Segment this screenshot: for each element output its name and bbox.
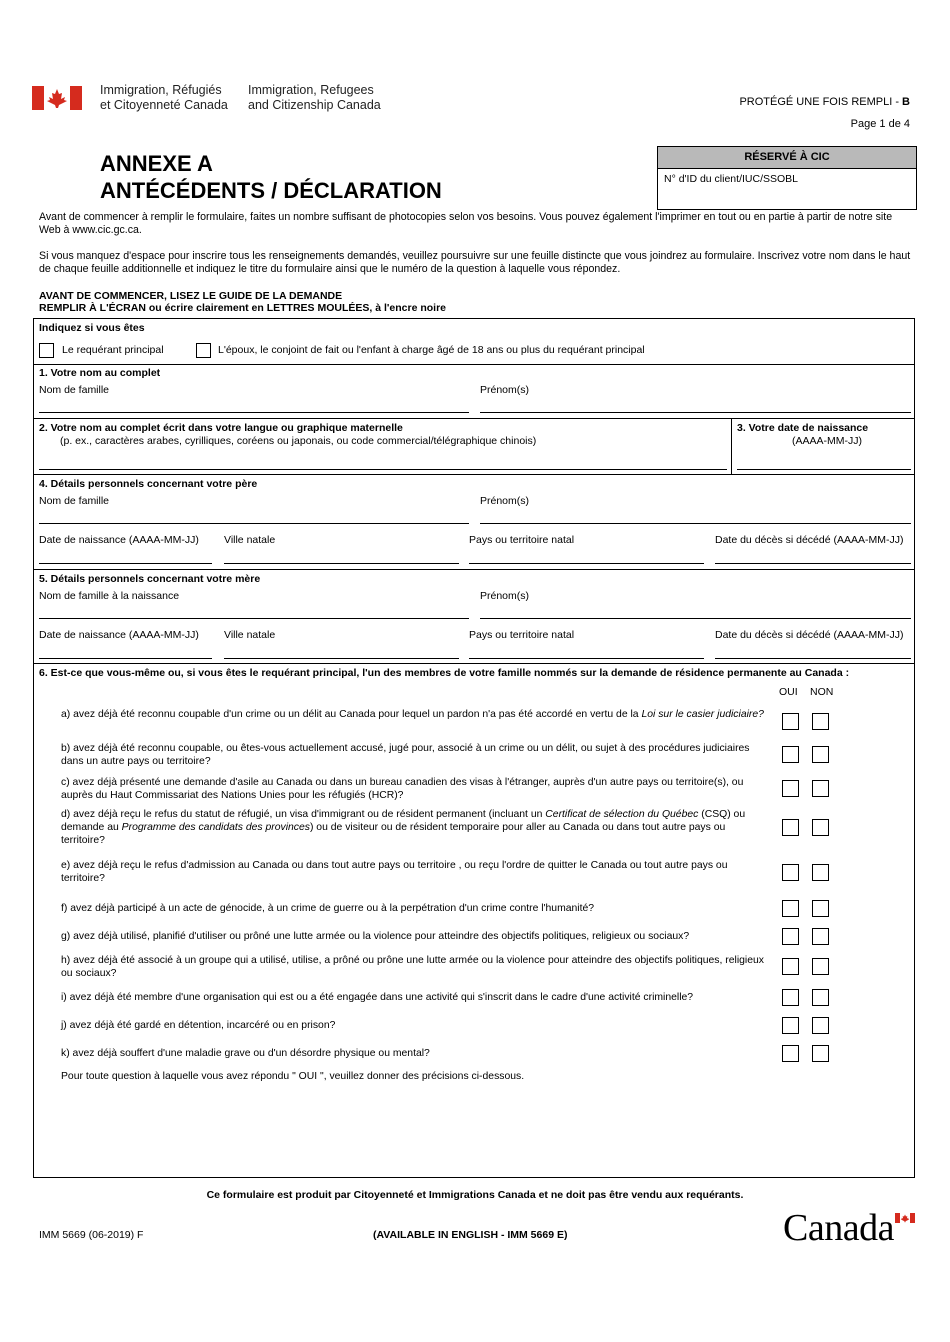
q1-family-name-field[interactable] [39,412,469,413]
question-j: j) avez déjà été gardé en détention, incarcéré ou en prison? [61,1020,336,1031]
q5-dod-label: Date du décès si décédé (AAAA-MM-JJ) [715,629,904,641]
divider [33,474,915,475]
q4-country-label: Pays ou territoire natal [469,534,575,546]
q2-native-name-field[interactable] [39,469,727,470]
q4-dod-label: Date du décès si décédé (AAAA-MM-JJ) [715,534,904,546]
question-h-no-checkbox[interactable] [812,958,829,975]
question-d-yes-checkbox[interactable] [782,819,799,836]
question-k-no-checkbox[interactable] [812,1045,829,1062]
dept-fr-line1: Immigration, Réfugiés [100,83,222,97]
q2-heading: 2. Votre nom au complet écrit dans votre langue ou graphique maternelle [39,422,403,434]
q5-family-name-field[interactable] [39,618,469,619]
q4-dob-field[interactable] [39,563,212,564]
question-f: f) avez déjà participé à un acte de génocide, à un crime de guerre ou à la perpétration d'un crime contre l'humanité? [61,903,595,914]
divider [731,418,732,474]
question-a: a) avez déjà été reconnu coupable d'un crime ou un délit au Canada pour lequel un pardon n'a pas été accordé en vertu de la Loi sur le casier judiciaire? [61,709,764,720]
q5-city-field[interactable] [224,658,459,659]
q5-family-name-label: Nom de famille à la naissance [39,590,180,602]
question-g-yes-checkbox[interactable] [782,928,799,945]
q3-format: (AAAA-MM-JJ) [792,435,862,447]
q5-city-label: Ville natale [224,629,276,641]
q3-dob-field[interactable] [737,469,911,470]
details-textarea[interactable] [40,1090,908,1170]
wordmark-flag-icon [895,1213,915,1223]
question-h-yes-checkbox[interactable] [782,958,799,975]
question-i: i) avez déjà été membre d'une organisation qui est ou a été engagée dans une activité qui s'inscrit dans le cadre d'une activité criminelle? [61,992,694,1003]
q1-given-name-label: Prénom(s) [480,384,530,396]
q3-heading: 3. Votre date de naissance [737,422,869,434]
family-member-label: L'époux, le conjoint de fait ou l'enfant à charge âgé de 18 ans ou plus du requérant principal [218,344,645,356]
q4-given-name-field[interactable] [480,523,911,524]
form-number: IMM 5669 (06-2019) F [39,1229,144,1241]
principal-applicant-label: Le requérant principal [62,344,164,356]
page-title [100,150,442,204]
q5-heading: 5. Détails personnels concernant votre mère [39,573,261,585]
details-instruction: Pour toute question à laquelle vous avez répondu " OUI ", veuillez donner des précisions ci-dessous. [61,1071,525,1082]
divider [33,364,915,365]
question-b-no-checkbox[interactable] [812,746,829,763]
question-e-no-checkbox[interactable] [812,864,829,881]
q4-heading: 4. Détails personnels concernant votre père [39,478,258,490]
question-j-yes-checkbox[interactable] [782,1017,799,1034]
instructions [39,290,446,314]
question-g-no-checkbox[interactable] [812,928,829,945]
page-number: Page 1 de 4 [850,118,910,130]
question-d-no-checkbox[interactable] [812,819,829,836]
principal-applicant-checkbox[interactable] [39,343,54,358]
title-line2: ANTÉCÉDENTS / DÉCLARATION [100,178,442,203]
intro-paragraph-1: Avant de commencer à remplir le formulaire, faites un nombre suffisant de photocopies selon vos besoins. Vous pouvez également l'imprimer en tout ou en partie à partir de notre site Web à www.cic.gc.ca. [39,211,893,236]
question-f-yes-checkbox[interactable] [782,900,799,917]
question-j-no-checkbox[interactable] [812,1017,829,1034]
question-e-yes-checkbox[interactable] [782,864,799,881]
question-g: g) avez déjà utilisé, planifié d'utiliser ou prôné une lutte armée ou la violence pour atteindre des objectifs politiques, religieux ou sociaux? [61,931,690,942]
q4-family-name-field[interactable] [39,523,469,524]
q1-given-name-field[interactable] [480,412,911,413]
question-i-yes-checkbox[interactable] [782,989,799,1006]
question-a-no-checkbox[interactable] [812,713,829,730]
divider [33,569,915,570]
question-f-no-checkbox[interactable] [812,900,829,917]
department-name-fr [100,83,228,113]
question-a-yes-checkbox[interactable] [782,713,799,730]
q5-given-name-label: Prénom(s) [480,590,530,602]
reserved-for-cic-box [657,146,917,210]
q4-family-name-label: Nom de famille [39,495,110,507]
question-e: e) avez déjà reçu le refus d'admission au Canada ou dans tout autre pays ou territoire , ou reçu l'ordre de quitter le Canada ou tout autre pays ou territoire? [61,860,728,884]
question-b-yes-checkbox[interactable] [782,746,799,763]
q1-heading: 1. Votre nom au complet [39,367,161,379]
question-h: h) avez déjà été associé à un groupe qui a utilisé, utilise, a prôné ou prône une lutte armée ou la violence pour atteindre des objectifs politiques, religieux ou sociaux? [61,955,764,979]
q5-dob-field[interactable] [39,658,212,659]
question-c: c) avez déjà présenté une demande d'asile au Canada ou dans un bureau canadien des visas à l'étranger, auprès d'un autre pays ou territoire(s), ou auprès du Haut Commissariat des Nations Unies pour les réfugiés (HCR)? [61,777,744,801]
title-line1: ANNEXE A [100,151,213,176]
q1-family-name-label: Nom de famille [39,384,110,396]
q4-dod-field[interactable] [715,563,911,564]
yes-column-header: OUI [779,686,798,698]
english-availability: (AVAILABLE IN ENGLISH - IMM 5669 E) [373,1229,568,1241]
canada-flag-icon [32,86,82,110]
q5-given-name-field[interactable] [480,618,911,619]
question-k-yes-checkbox[interactable] [782,1045,799,1062]
q4-given-name-label: Prénom(s) [480,495,530,507]
q4-dob-label: Date de naissance (AAAA-MM-JJ) [39,534,199,546]
q4-city-label: Ville natale [224,534,276,546]
department-name-en [248,83,381,113]
applicant-type-heading: Indiquez si vous êtes [39,322,145,334]
question-k: k) avez déjà souffert d'une maladie grave ou d'un désordre physique ou mental? [61,1048,430,1059]
dept-en-line2: and Citizenship Canada [248,98,381,112]
question-c-yes-checkbox[interactable] [782,780,799,797]
q4-country-field[interactable] [469,563,704,564]
client-id-label: N° d'ID du client/IUC/SSOBL [664,173,799,185]
instruction-line1: AVANT DE COMMENCER, LISEZ LE GUIDE DE LA DEMANDE [39,290,343,302]
dept-en-line1: Immigration, Refugees [248,83,374,97]
dept-fr-line2: et Citoyenneté Canada [100,98,228,112]
no-column-header: NON [810,686,834,698]
q5-dod-field[interactable] [715,658,911,659]
intro-paragraph-2: Si vous manquez d'espace pour inscrire tous les renseignements demandés, veuillez poursuivre sur une feuille distincte que vous joindrez au formulaire. Inscrivez votre nom dans le haut de chaque feuille additionnelle et indiquez le titre du formulaire ainsi que le numéro de la question à laquelle vous répondez. [39,250,911,275]
reserved-label: RÉSERVÉ À CIC [658,147,916,169]
instruction-line2: REMPLIR À L'ÉCRAN ou écrire clairement en LETTRES MOULÉES, à l'encre noire [39,302,446,314]
protected-label: PROTÉGÉ UNE FOIS REMPLI - B [739,96,910,108]
family-member-checkbox[interactable] [196,343,211,358]
q5-country-field[interactable] [469,658,704,659]
question-d: d) avez déjà reçu le refus du statut de réfugié, un visa d'immigrant ou de résident permanent (incluant un Certificat de sélection du Québec (CSQ) ou demande au Programme des candidats des provinces) ou de visiteur ou de résident temporaire pour aller au Canada ou dans tout autre pays ou territoire? [61,809,746,846]
footer-note: Ce formulaire est produit par Citoyenneté et Immigrations Canada et ne doit pas être vendu aux requérants. [206,1189,744,1201]
q5-dob-label: Date de naissance (AAAA-MM-JJ) [39,629,199,641]
divider [33,663,915,664]
question-c-no-checkbox[interactable] [812,780,829,797]
divider [33,418,915,419]
question-i-no-checkbox[interactable] [812,989,829,1006]
q4-city-field[interactable] [224,563,459,564]
canada-wordmark: Canada [783,1207,894,1249]
q5-country-label: Pays ou territoire natal [469,629,575,641]
question-b: b) avez déjà été reconnu coupable, ou êtes-vous actuellement accusé, jugé pour, associé à un crime ou un délit, ou sujet à des procédures judiciaires dans un autre pays ou territoire? [61,743,750,767]
q2-note: (p. ex., caractères arabes, cyrilliques, coréens ou japonais, ou code commercial/télégraphique chinois) [60,435,537,447]
q6-heading: 6. Est-ce que vous-même ou, si vous êtes le requérant principal, l'un des membres de votre famille nommés sur la demande de résidence permanente au Canada : [39,667,850,679]
